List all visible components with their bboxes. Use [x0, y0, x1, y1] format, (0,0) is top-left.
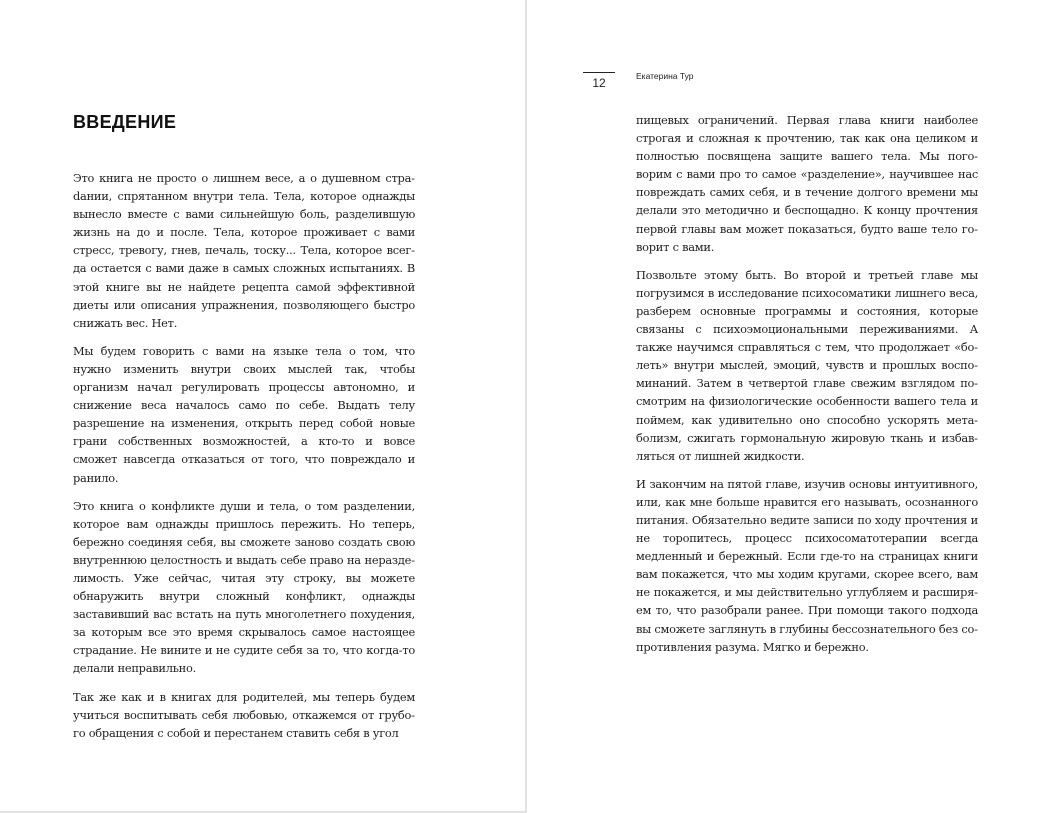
- paragraph: Так же как и в книгах для родителей, мы теперь будем учиться воспитывать себя любовью, откажемся от грубого обращения с собой и перестанем ставить себя в угол: [73, 689, 415, 740]
- right-page-body: [636, 111, 978, 666]
- paragraph: Это книга о конфликте души и тела, о том разделении, которое вам однажды пришлось пережить. Но теперь, бережно соединяя себя, вы сможете заново создать свою внутреннюю целостность и выдать себе право на нераздeлимость. Уже сейчас, читая эту строку, вы можете обнаружить внутри сложный конфликт, однажды заставивший вас встать на путь многолетнего похудения, за которым все это время скрывалось самое настоящее страдание. Не вините и не судите себя за то, что когда-то делали неправильно.: [73, 498, 415, 676]
- page-number: 12: [592, 76, 606, 90]
- paragraph: И закончим на пятой главе, изучив основы интуитивного, или, как мне больше нравится его называть, осознанного питания. Обязательно ведите записи по ходу прочтения и не торопитесь, процесс психосоматотерапии всегда медленный и бережный. Если где-то на страницах книги вам покажется, что мы ходим кругами, скорее всего, вам не покажется, и мы действительно углубляем и расширяем то, что разобрали ранее. При помощи такого подхода вы сможете заглянуть в глубины бессознательного без сопротивления разума. Мягко и бережно.: [636, 476, 978, 654]
- left-page-body: [73, 169, 415, 752]
- running-head-author: Екатерина Тур: [636, 71, 694, 81]
- chapter-title: ВВЕДЕНИЕ: [73, 112, 177, 132]
- paragraph: Позвольте этому быть. Во второй и третьей главе мы погрузимся в исследование психосоматики лишнего веса, разберем основные программы и состояния, которые связаны с психоэмоциональными переживаниями. А также научимся справляться с тем, что продолжает «болеть» внутри мыслей, эмоций, чувств и прошлых воспоминаний. Затем в четвертой главе свежим взглядом посмотрим на физиологические особенности вашего тела и поймем, как удивительно оно способно ускорять метаболизм, сжигать гормональную жировую ткань и избавляться от лишней жидкости.: [636, 267, 978, 463]
- paragraph: Мы будем говорить с вами на языке тела о том, что нужно изменить внутри своих мыслей так, чтобы организм начал регулировать процессы автономно, и снижение веса началось само по себе. Выдать телу разрешение на изменения, открыть перед собой новые грани собственных возможностей, а кто-то и вовсе сможет навсегда отказаться от того, что повреждало и ранило.: [73, 343, 415, 485]
- paragraph: пищевых ограничений. Первая глава книги наиболее строгая и сложная к прочтению, так как она целиком и полностью посвящена защите вашего тела. Мы поговорим с вами про то самое «разделение», научившее нас повреждать самих себя, и в течение долгого времени мы делали это методично и беспощадно. К концу прочтения первой главы вам может показаться, будто ваше тело говорит с вами.: [636, 113, 978, 254]
- page-number-rule: [583, 72, 615, 73]
- paragraph: Это книга не просто о лишнем весе, а о душевном страdании, спрятанном внутри тела. Тела, которое однажды вынесло вместе с вами сильнейшую боль, разделившую жизнь на до и после. Тела, которое проживает с вами стресс, тревогу, гнев, печаль, тоску... Тела, которое всегда остается с вами даже в самых сложных испытаниях. В этой книге вы не найдете рецепта самой эффективной диеты или описания упражнения, позволяющего быстро снижать вес. Нет.: [73, 171, 415, 330]
- right-page: [527, 0, 1052, 813]
